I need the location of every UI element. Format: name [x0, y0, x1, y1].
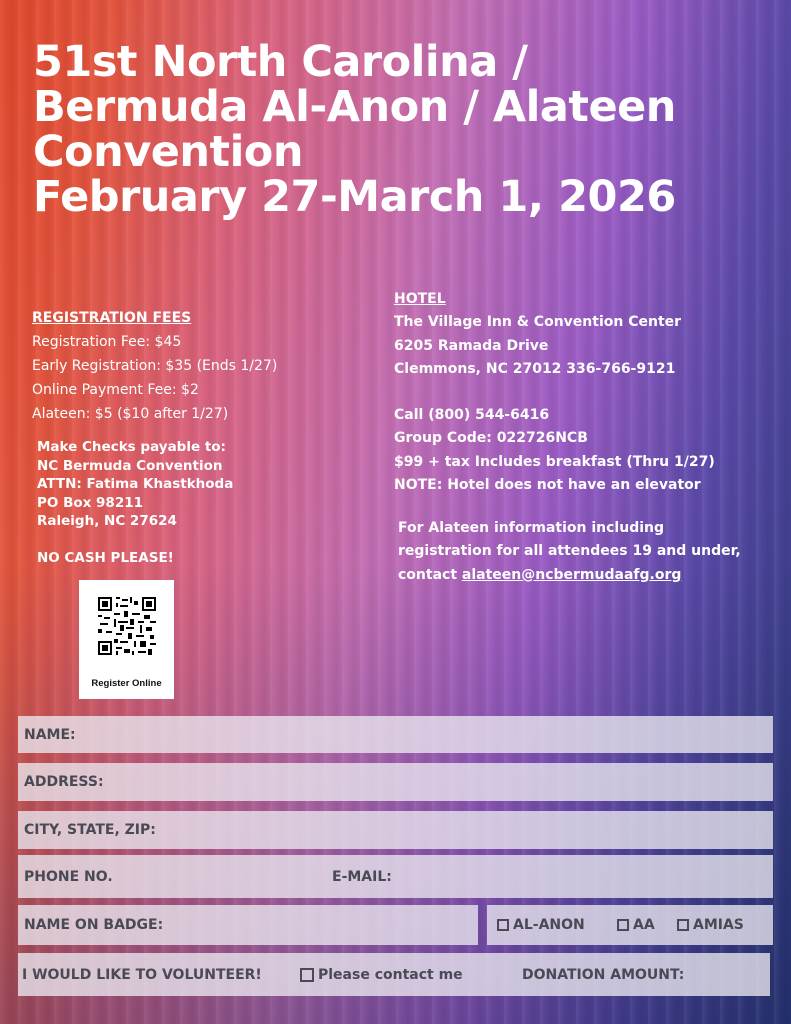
name-label: NAME: — [24, 726, 76, 743]
no-cash-notice: NO CASH PLEASE! — [37, 550, 174, 566]
donation-label[interactable]: DONATION AMOUNT: — [522, 966, 685, 983]
email-label: E-MAIL: — [332, 868, 392, 885]
hotel-name: The Village Inn & Convention Center — [394, 314, 682, 331]
fee-item: Alateen: $5 ($10 after 1/27) — [32, 406, 229, 422]
checkbox-icon[interactable] — [300, 968, 314, 982]
convention-title — [33, 37, 773, 222]
badge-name-field[interactable] — [18, 905, 478, 945]
contact-prefix: contact — [398, 566, 462, 583]
checks-line: Raleigh, NC 27624 — [37, 513, 177, 529]
membership-options — [487, 905, 773, 945]
alateen-line: registration for all attendees 19 and under, — [398, 543, 741, 560]
hotel-note: NOTE: Hotel does not have an elevator — [394, 477, 701, 494]
volunteer-label: I WOULD LIKE TO VOLUNTEER! — [22, 966, 262, 983]
checks-line: PO Box 98211 — [37, 494, 144, 511]
title-dates: February 27-March 1, 2026 — [33, 172, 676, 222]
al-anon-option[interactable] — [497, 905, 585, 945]
hotel-city-phone: Clemmons, NC 27012 336-766-9121 — [394, 360, 676, 377]
qr-label: Register Online — [91, 678, 162, 689]
address-label: ADDRESS: — [24, 774, 104, 790]
phone-email-row[interactable] — [18, 855, 773, 898]
alateen-email-link[interactable]: alateen@ncbermudaafg.org — [461, 566, 682, 583]
spacer — [394, 381, 774, 404]
title-line-1: 51st North Carolina / — [33, 37, 528, 87]
check-payment-info — [37, 438, 367, 531]
fees-heading: REGISTRATION FEES — [32, 310, 192, 326]
hotel-group-code: Group Code: 022726NCB — [394, 430, 588, 447]
amias-option[interactable] — [677, 905, 744, 945]
fee-item: Registration Fee: $45 — [32, 334, 182, 350]
checks-line: ATTN: Fatima Khastkhoda — [37, 476, 234, 492]
name-field[interactable] — [18, 716, 773, 753]
checkbox-icon[interactable] — [497, 919, 509, 931]
city-label: CITY, STATE, ZIP: — [24, 822, 156, 838]
hotel-info — [394, 288, 774, 497]
alateen-line: For Alateen information including — [398, 520, 664, 536]
fee-item: Early Registration: $35 (Ends 1/27) — [32, 358, 278, 374]
address-field[interactable] — [18, 763, 773, 801]
contact-me-label: Please contact me — [318, 966, 463, 983]
alateen-info — [398, 517, 778, 587]
checkbox-icon[interactable] — [677, 919, 689, 931]
option-label: AMIAS — [693, 917, 744, 933]
hotel-street: 6205 Ramada Drive — [394, 337, 549, 354]
fee-item: Online Payment Fee: $2 — [32, 382, 199, 398]
city-state-zip-field[interactable] — [18, 811, 773, 849]
title-line-2: Bermuda Al-Anon / Alateen — [33, 82, 676, 132]
contact-me-option[interactable] — [300, 953, 463, 996]
option-label: AL-ANON — [513, 917, 585, 933]
hotel-rate: $99 + tax Includes breakfast (Thru 1/27) — [394, 453, 715, 470]
checks-line: NC Bermuda Convention — [37, 457, 223, 474]
hotel-call: Call (800) 544-6416 — [394, 407, 550, 424]
title-line-3: Convention — [33, 127, 303, 177]
register-online-qr[interactable] — [79, 580, 174, 699]
registration-fees — [32, 306, 362, 426]
alateen-contact — [398, 564, 778, 587]
badge-label: NAME ON BADGE: — [24, 917, 164, 933]
volunteer-donation-row — [18, 953, 770, 996]
phone-label: PHONE NO. — [24, 868, 113, 885]
hotel-heading: HOTEL — [394, 291, 446, 307]
checkbox-icon[interactable] — [617, 919, 629, 931]
aa-option[interactable] — [617, 905, 655, 945]
option-label: AA — [633, 917, 655, 933]
checks-line: Make Checks payable to: — [37, 439, 226, 455]
qr-code-icon — [98, 597, 156, 655]
